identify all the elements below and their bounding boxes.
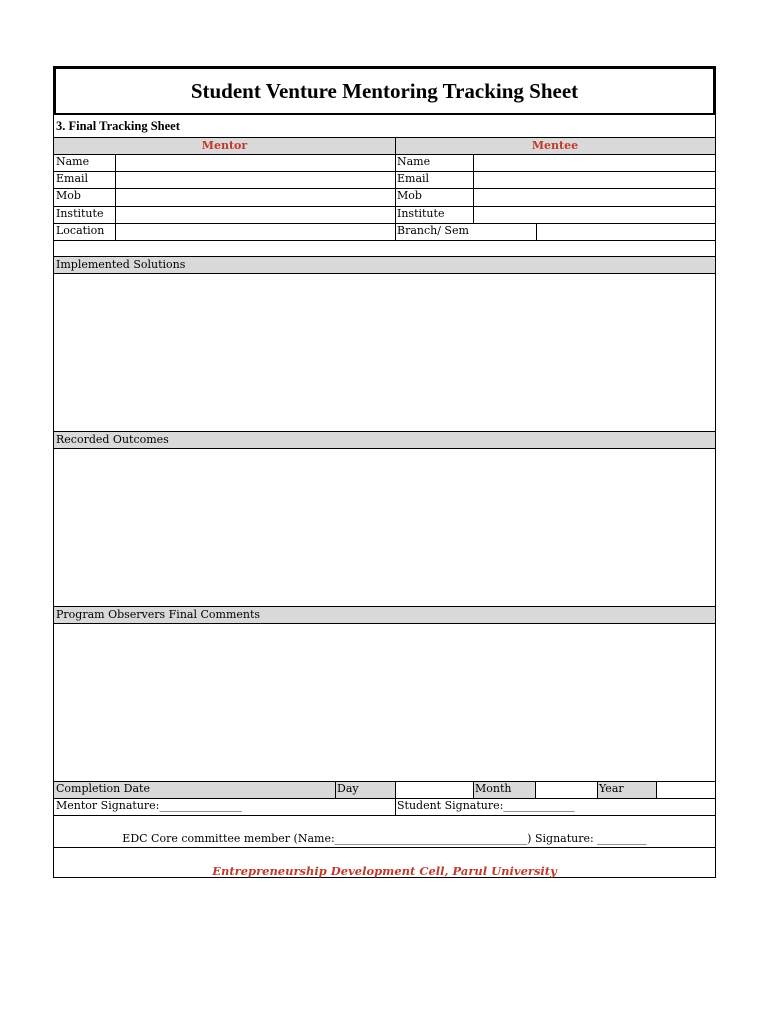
mentor-mob-field[interactable] <box>115 188 395 205</box>
tracking-sheet <box>53 66 716 878</box>
mentee-email-field[interactable] <box>473 171 715 188</box>
mentor-institute-label: Institute <box>56 207 104 220</box>
mentor-email-label: Email <box>56 172 89 185</box>
mentor-name-field[interactable] <box>115 154 395 171</box>
implemented-solutions-area[interactable] <box>54 273 715 431</box>
observers-comments-label: Program Observers Final Comments <box>56 608 261 621</box>
year-label: Year <box>599 782 624 795</box>
mentee-email-label: Email <box>397 172 430 185</box>
month-input[interactable] <box>535 781 597 798</box>
mentee-institute-field[interactable] <box>473 206 715 223</box>
implemented-solutions-label: Implemented Solutions <box>56 258 186 271</box>
page-title: Student Venture Mentoring Tracking Sheet <box>190 78 579 103</box>
mentor-signature[interactable]: Mentor Signature:_______________ <box>56 799 242 812</box>
title-box <box>54 67 715 115</box>
mentee-mob-field[interactable] <box>473 188 715 205</box>
mentee-branch-sem-field[interactable] <box>536 223 715 240</box>
mentee-branch-sem-label: Branch/ Sem <box>397 224 469 237</box>
mentor-location-label: Location <box>56 224 105 237</box>
recorded-outcomes-label: Recorded Outcomes <box>56 433 169 446</box>
mentee-header: Mentee <box>531 139 579 152</box>
mentor-name-label: Name <box>56 155 90 168</box>
day-label: Day <box>337 782 359 795</box>
mentee-name-label: Name <box>397 155 431 168</box>
mentee-institute-label: Institute <box>397 207 445 220</box>
mentor-location-field[interactable] <box>115 223 395 240</box>
mentee-mob-label: Mob <box>397 189 422 202</box>
mentor-mob-label: Mob <box>56 189 81 202</box>
mentor-email-field[interactable] <box>115 171 395 188</box>
day-input[interactable] <box>395 781 473 798</box>
edc-signature[interactable]: EDC Core committee member (Name:___________________________________) Signature: _________ <box>122 832 647 845</box>
year-input[interactable] <box>656 781 715 798</box>
completion-date-label: Completion Date <box>56 782 150 795</box>
month-label: Month <box>475 782 512 795</box>
mentor-institute-field[interactable] <box>115 206 395 223</box>
section-heading: 3. Final Tracking Sheet <box>56 119 180 133</box>
observers-comments-area[interactable] <box>54 623 715 781</box>
mentor-header: Mentor <box>201 139 248 152</box>
mentee-name-field[interactable] <box>473 154 715 171</box>
footer-text: Entrepreneurship Development Cell, Parul University <box>212 864 557 878</box>
recorded-outcomes-area[interactable] <box>54 448 715 606</box>
student-signature[interactable]: Student Signature:_____________ <box>397 799 575 812</box>
